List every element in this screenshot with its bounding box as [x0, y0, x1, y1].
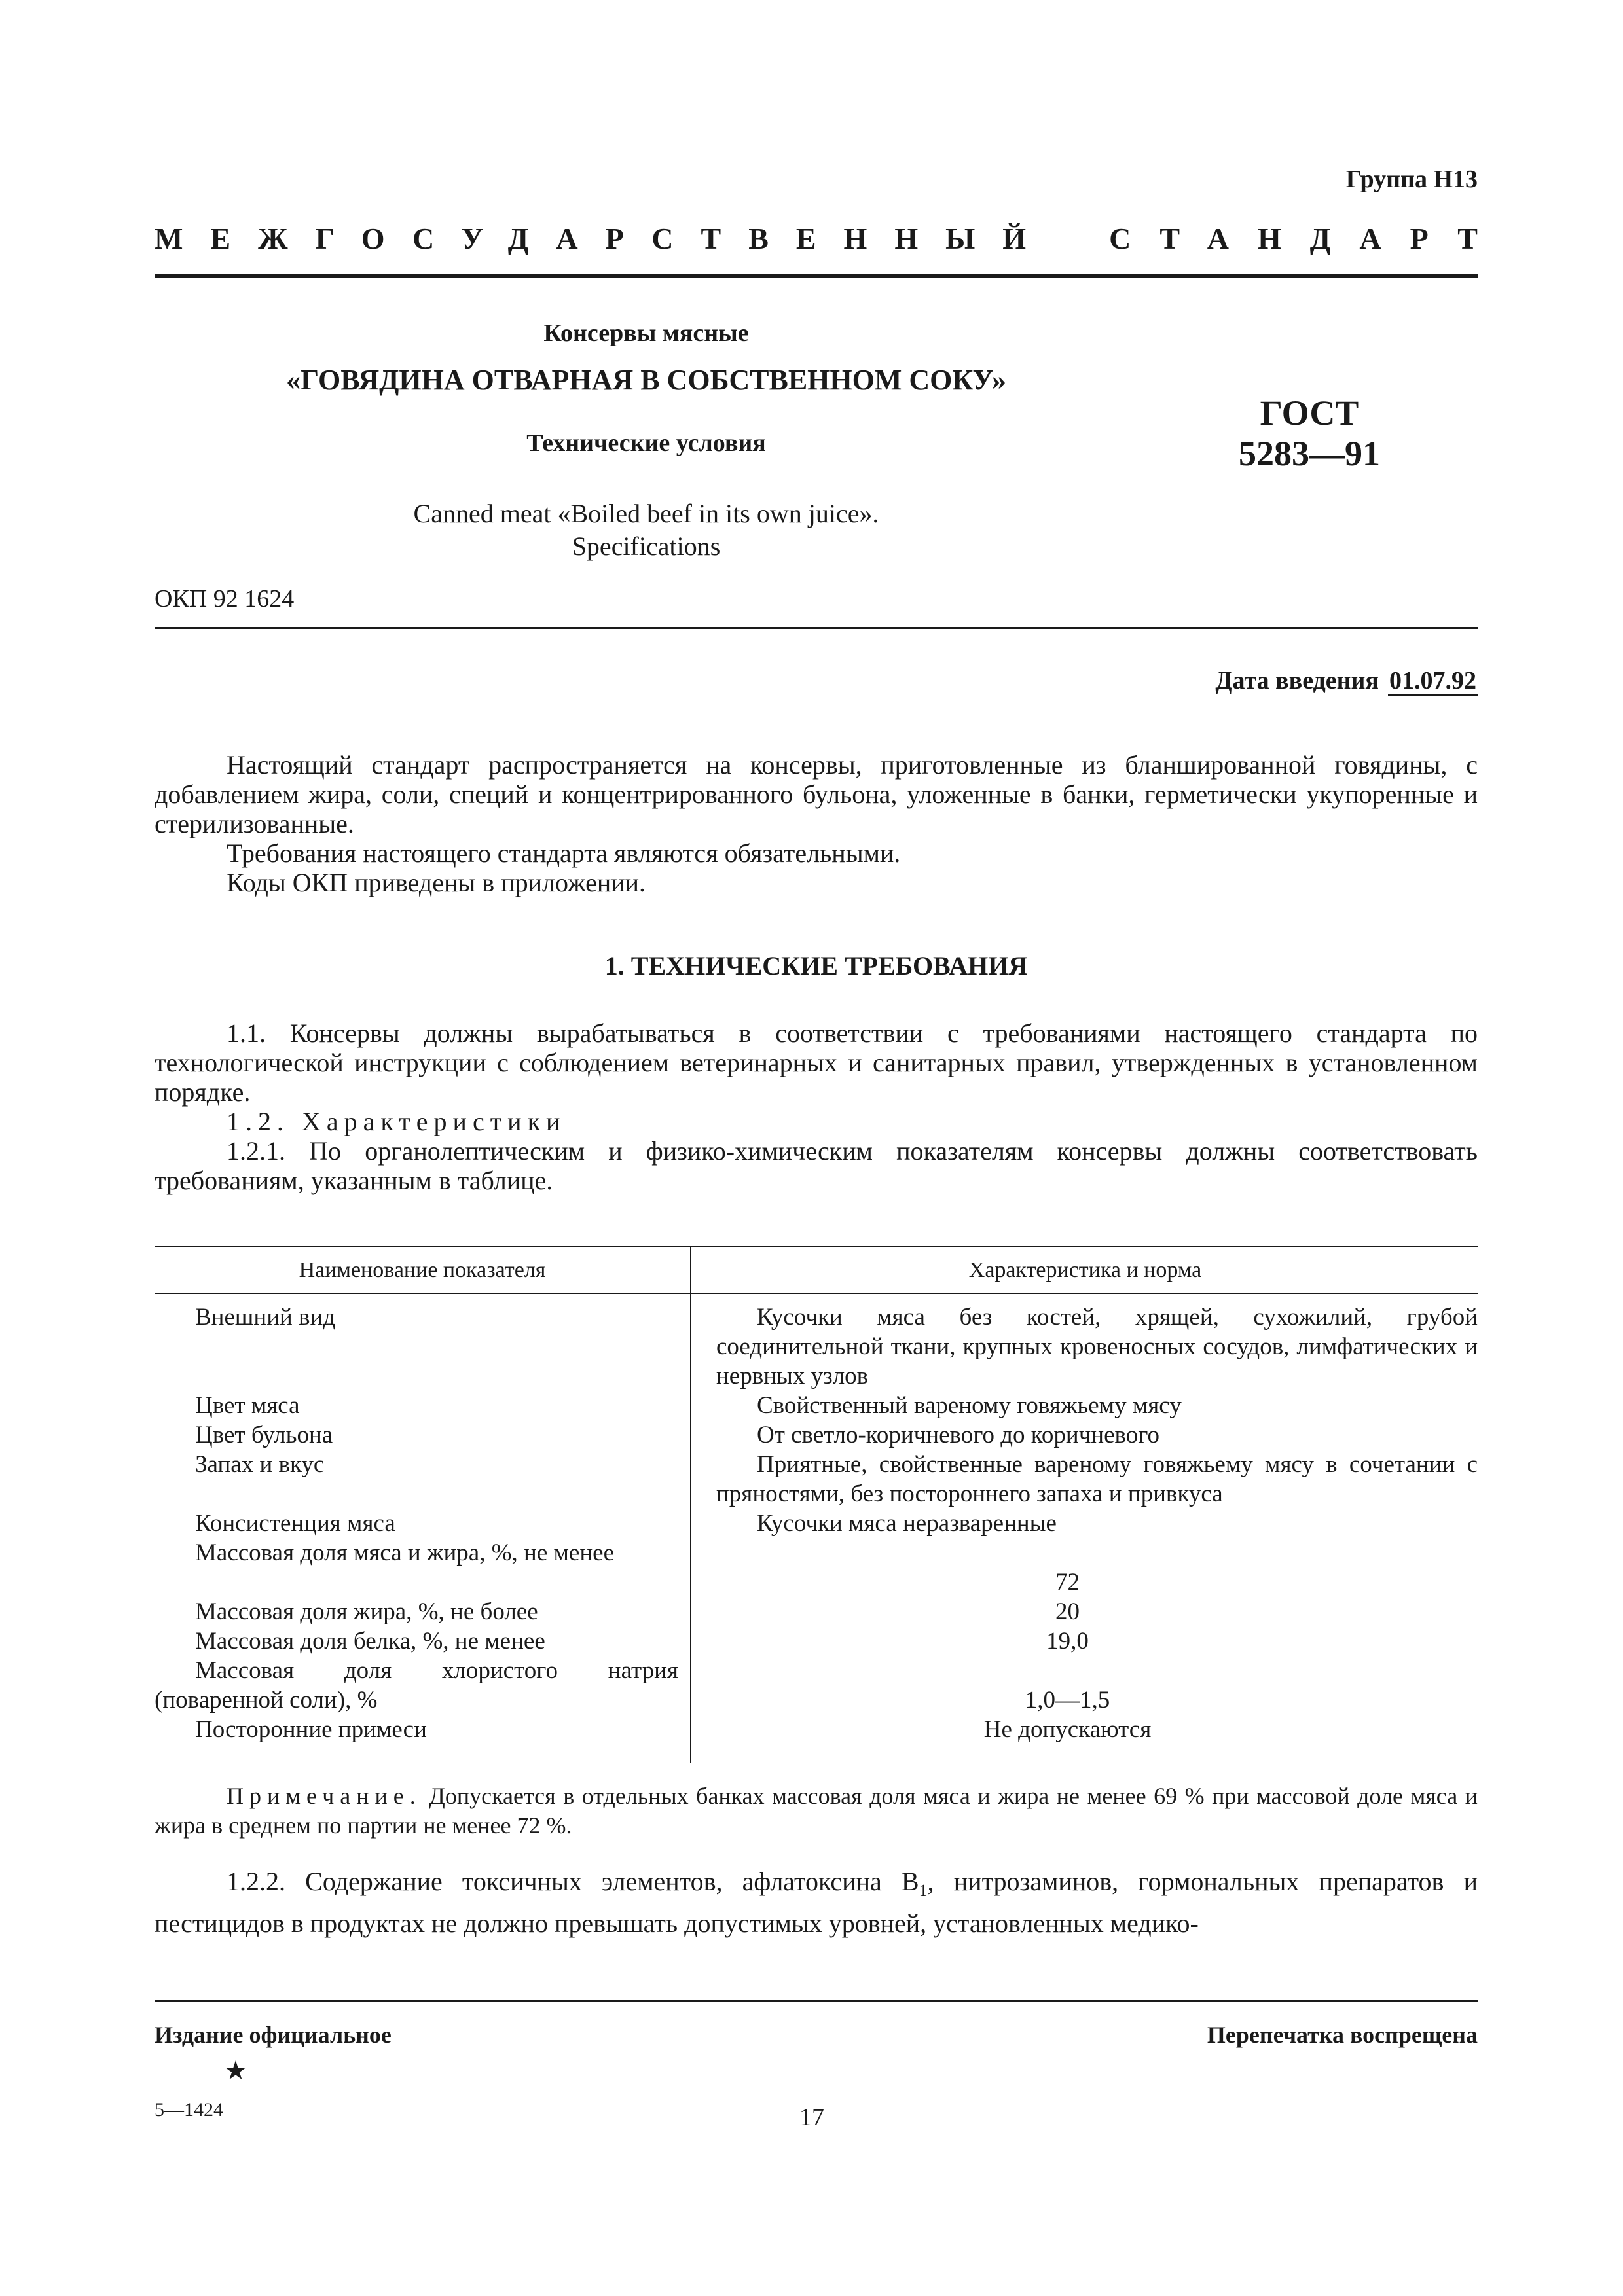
top-rule [155, 274, 1478, 278]
footer-rule [155, 2000, 1478, 2002]
section-text [155, 1018, 1478, 1195]
clause-1-2-1: 1.2.1. По органолептическим и физико-химическим показателям консервы должны соответствовать требованиям, указанным в таблице. [155, 1136, 1478, 1195]
gost-number-block [1211, 393, 1408, 474]
table-row-value: Свойственный вареному говяжьему мясу [757, 1392, 1182, 1419]
print-code: 5—1424 [155, 2099, 223, 2121]
english-title-line-2: Specifications [572, 531, 721, 561]
clause-1-2: 1.2. Характеристики [227, 1107, 566, 1136]
date-value: 01.07.92 [1388, 667, 1478, 696]
table-row-value: 72 [1055, 1569, 1080, 1596]
table-column-divider [690, 1246, 691, 1763]
gost-label: ГОСТ [1260, 393, 1359, 433]
table-row-name: Цвет мяса [195, 1392, 300, 1419]
clause-1-2-2-start: 1.2.2. Содержание токсичных элементов, афлатоксина B [227, 1867, 919, 1896]
clause-1-2-2-block [155, 1865, 1478, 1940]
table-row-value: Кусочки мяса без костей, хрящей, сухожилий, грубой соединительной ткани, крупных кровеносных сосудов, лимфатических и нервных узлов [716, 1304, 1478, 1390]
table-row-value: От светло-коричневого до коричневого [757, 1422, 1159, 1448]
table-row-value: 1,0—1,5 [1025, 1687, 1110, 1713]
banner-word-1: МЕЖГОСУДАРСТВЕННЫЙ [155, 222, 1054, 255]
star-icon: ★ [224, 2056, 247, 2085]
okp-code: ОКП 92 1624 [155, 585, 295, 613]
table-row-name: Запах и вкус [195, 1451, 325, 1478]
note-label: Примечание. [227, 1783, 422, 1809]
intro-paragraph-3: Коды ОКП приведены в приложении. [227, 868, 646, 897]
clause-1-2-2-end: , нитрозаминов, гормональных препаратов и пестицидов в продуктах не должно превышать допустимых уровней, установленных медико- [155, 1867, 1478, 1938]
title-line-3: Технические условия [526, 429, 766, 457]
section-heading: 1. ТЕХНИЧЕСКИЕ ТРЕБОВАНИЯ [604, 951, 1028, 980]
banner-word-2: СТАНДАРТ [1109, 222, 1506, 255]
introduction-date [1215, 666, 1478, 695]
title-line-2: «ГОВЯДИНА ОТВАРНАЯ В СОБСТВЕННОМ СОКУ» [286, 364, 1006, 396]
date-label: Дата введения [1215, 667, 1379, 694]
note-text: Допускается в отдельных банках массовая доля мяса и жира не менее 69 % при массовой доле мяса и жира в среднем по партии не менее 72 %. [155, 1783, 1478, 1839]
table-row-value: Приятные, свойственные вареному говяжьему мясу в сочетании с пряностями, без постороннего запаха и привкуса [716, 1451, 1478, 1507]
table-header-value: Характеристика и норма [968, 1258, 1202, 1282]
table-top-rule [155, 1246, 1478, 1247]
table-header-rule [155, 1293, 1478, 1294]
table-column-values [716, 1302, 1478, 1744]
table-row-name: Массовая доля мяса и жира, %, не менее [195, 1539, 615, 1566]
intro-paragraph-1: Настоящий стандарт распространяется на консервы, приготовленные из бланшированной говядины, с добавлением жира, соли, специй и концентрированного бульона, уложенные в банки, герметически укупоренные и стерилизованные. [155, 750, 1478, 838]
intro-text [155, 750, 1478, 897]
table-column-names [155, 1302, 678, 1744]
clause-1-2-2 [155, 1865, 1478, 1940]
table-row-name: Консистенция мяса [195, 1510, 395, 1537]
table-row-value: 19,0 [1046, 1628, 1089, 1655]
table-row-name: Внешний вид [195, 1304, 336, 1331]
gost-number: 5283—91 [1239, 434, 1380, 473]
table-row-name: Массовая доля хлористого натрия (поваренной соли), % [155, 1657, 678, 1713]
official-edition-label: Издание официальное [155, 2022, 392, 2048]
table-row-value: Не допускаются [983, 1716, 1152, 1743]
intro-paragraph-2: Требования настоящего стандарта являются обязательными. [227, 838, 901, 868]
table-row-name: Цвет бульона [195, 1422, 333, 1448]
table-row-name: Массовая доля белка, %, не менее [195, 1628, 545, 1655]
page-number: 17 [799, 2104, 824, 2131]
reprint-prohibited-label: Перепечатка воспрещена [1207, 2022, 1478, 2048]
header-rule [155, 627, 1478, 629]
clause-1-1: 1.1. Консервы должны вырабатываться в соответствии с требованиями настоящего стандарта по технологической инструкции с соблюдением ветеринарных и санитарных правил, утвержденных в установленном порядке. [155, 1018, 1478, 1107]
table-row-name: Посторонние примеси [195, 1716, 427, 1743]
table-header-name: Наименование показателя [299, 1258, 546, 1282]
english-title-line-1: Canned meat «Boiled beef in its own juice». [413, 499, 879, 528]
table-row-name: Массовая доля жира, %, не более [195, 1598, 538, 1625]
standard-banner [155, 221, 1506, 256]
clause-1-2-2-subscript: 1 [919, 1881, 928, 1900]
table-row-value: 20 [1055, 1598, 1080, 1625]
english-title [155, 497, 1138, 563]
title-line-1: Консервы мясные [543, 319, 749, 347]
table-note [155, 1782, 1478, 1840]
group-label: Группа Н13 [1345, 166, 1478, 193]
table-row-value: Кусочки мяса неразваренные [757, 1510, 1057, 1537]
